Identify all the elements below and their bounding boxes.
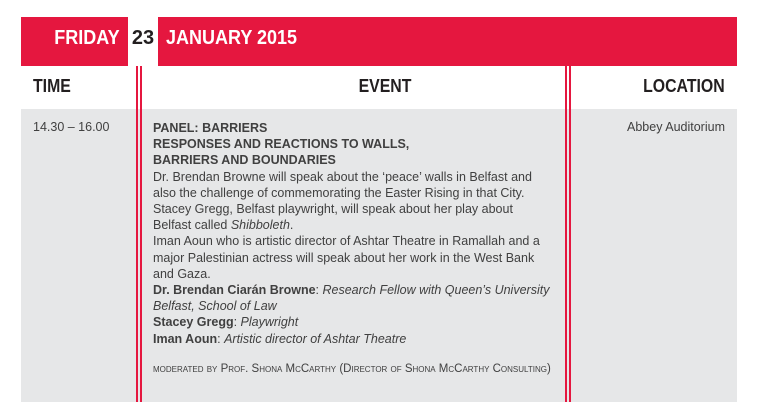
day-label: FRIDAY: [54, 27, 120, 49]
event-subtitle-2: BARRIERS AND BOUNDARIES: [153, 153, 336, 168]
column-header-time: TIME: [33, 76, 71, 96]
event-desc-3: Iman Aoun who is artistic director of Ashtar Theatre in Ramallah and a major Palestinian actress will speak about her work in the West Bank and Gaza.: [153, 234, 540, 281]
day-banner: [21, 17, 128, 66]
table-header: [21, 66, 737, 109]
speaker-2: Stacey Gregg: Playwright: [153, 315, 299, 330]
speaker-2-role: Playwright: [240, 315, 299, 330]
column-divider-right-b: [569, 66, 571, 402]
moderator-note: moderated by Prof. Shona McCarthy (Director of Shona McCarthy Consulting): [153, 362, 551, 375]
speaker-2-name: Stacey Gregg: [153, 315, 234, 330]
speaker-1-role: Research Fellow with Queen’s University Belfast, School of Law: [153, 283, 550, 314]
event-subtitle-1: RESPONSES AND REACTIONS TO WALLS,: [153, 137, 410, 152]
speaker-3-role: Artistic director of Ashtar Theatre: [224, 331, 407, 346]
event-time: 14.30 – 16.00: [33, 120, 110, 134]
month-banner: [158, 17, 737, 66]
column-header-location: LOCATION: [643, 76, 725, 96]
speaker-1: Dr. Brendan Ciarán Browne: Research Fellow with Queen’s University Belfast, School of Law: [153, 283, 550, 314]
column-divider-right-a: [565, 66, 567, 402]
column-divider-left-a: [136, 66, 138, 402]
column-header-event: EVENT: [358, 76, 412, 96]
month-year-label: JANUARY 2015: [166, 27, 298, 49]
date-number: 23: [131, 27, 155, 49]
speaker-3-name: Iman Aoun: [153, 331, 218, 346]
speaker-1-name: Dr. Brendan Ciarán Browne: [153, 283, 316, 298]
event-desc-2: Stacey Gregg, Belfast playwright, will speak about her play about Belfast called Shibboleth.: [153, 202, 513, 233]
table-row: [21, 109, 737, 402]
event-location: Abbey Auditorium: [627, 120, 725, 134]
event-title: PANEL: BARRIERS: [153, 121, 268, 135]
speaker-3: Iman Aoun: Artistic director of Ashtar Theatre: [153, 331, 407, 346]
column-divider-left-b: [140, 66, 142, 402]
play-title: Shibboleth: [230, 218, 290, 233]
event-desc-1: Dr. Brendan Browne will speak about the ‘peace’ walls in Belfast and also the challenge of commemorating the Easter Rising in that City.: [153, 169, 532, 200]
event-description: [153, 120, 553, 377]
